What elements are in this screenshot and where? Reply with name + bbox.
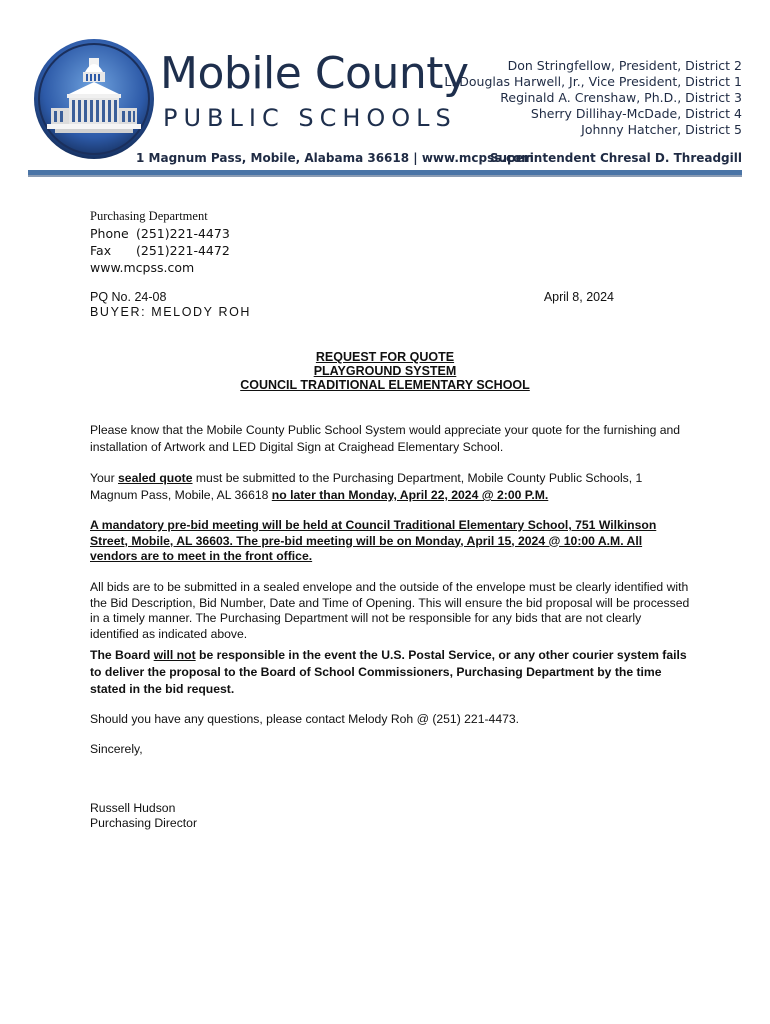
sender-department: Purchasing Department [90,209,208,223]
sealed-envelope-paragraph: All bids are to be submitted in a sealed envelope and the outside of the envelope must be clearly identified with the Bid Description, Bid Number, Date and Time of Opening. This will ensure the bid proposal will be processed in a timely manner. The Purchasing Department will not be responsible for any bids that are not clearly identified as indicated above. [90,580,690,641]
will-not-emphasis: will not [153,648,196,662]
deadline-emphasis: no later than Monday, April 22, 2024 @ 2:00 P.M. [271,488,549,502]
org-subtitle: PUBLIC SCHOOLS [163,104,457,132]
board-member: Don Stringfellow, President, District 2 [507,58,742,73]
phone-line [90,226,230,241]
buyer-line: BUYER: MELODY ROH [90,305,252,319]
submission-address: must be submitted to the Purchasing Department, Mobile County Public Schools, 1 Magnum Pass, Mobile, AL 36618 [90,471,643,502]
fax-label: Fax [90,243,112,258]
intro-paragraph: Please know that the Mobile County Public School System would appreciate your quote for the furnishing and installation of Artwork and LED Digital Sign at Craighead Elementary School. [90,423,681,454]
org-name: Mobile County [160,48,469,99]
phone-label: Phone [90,226,129,241]
sender-website: www.mcpss.com [90,260,195,275]
title-line-1: REQUEST FOR QUOTE [315,350,455,364]
title-line-3: COUNCIL TRADITIONAL ELEMENTARY SCHOOL [240,378,530,392]
closing: Sincerely, [90,742,143,756]
title-line-2: PLAYGROUND SYSTEM [313,364,457,378]
letterhead-divider-shadow [28,175,742,177]
submission-paragraph [90,470,690,504]
pq-number: PQ No. 24-08 [90,290,167,304]
letter-date: April 8, 2024 [543,290,614,304]
board-liability-paragraph [90,647,690,698]
district-seal-logo [33,38,155,160]
board-member: Reginald A. Crenshaw, Ph.D., District 3 [500,90,742,105]
signer-title: Purchasing Director [90,816,198,830]
superintendent-name: Superintendent Chresal D. Threadgill [489,151,742,165]
board-members-list [444,58,742,138]
submission-text: Your [90,471,119,485]
board-member: Johnny Hatcher, District 5 [581,122,742,137]
signer-name: Russell Hudson [90,801,176,815]
board-member: L. Douglas Harwell, Jr., Vice President, District 1 [444,74,742,89]
prebid-meeting-paragraph: A mandatory pre-bid meeting will be held at Council Traditional Elementary School, 751 Wilkinson Street, Mobile, AL 36603. The pre-bid meeting will be on Monday, April 15, 2024 @ 10:00 A.M. All vendors are to meet in the front office. [90,518,657,563]
fax-line [90,243,230,258]
liability-text: The Board [90,648,154,662]
board-member: Sherry Dillihay-McDade, District 4 [530,106,742,121]
phone-number: (251)221-4473 [136,226,230,241]
document-title [90,350,680,392]
questions-paragraph: Should you have any questions, please contact Melody Roh @ (251) 221-4473. [90,712,520,726]
sealed-quote-emphasis: sealed quote [118,471,193,485]
liability-text-rest: be responsible in the event the U.S. Postal Service, or any other courier system fails to deliver the proposal to the Board of School Commissioners, Purchasing Department by the time stated in the bid request. [90,648,687,696]
fax-number: (251)221-4472 [136,243,230,258]
district-address: 1 Magnum Pass, Mobile, Alabama 36618 | www.mcpss.com [136,151,534,165]
